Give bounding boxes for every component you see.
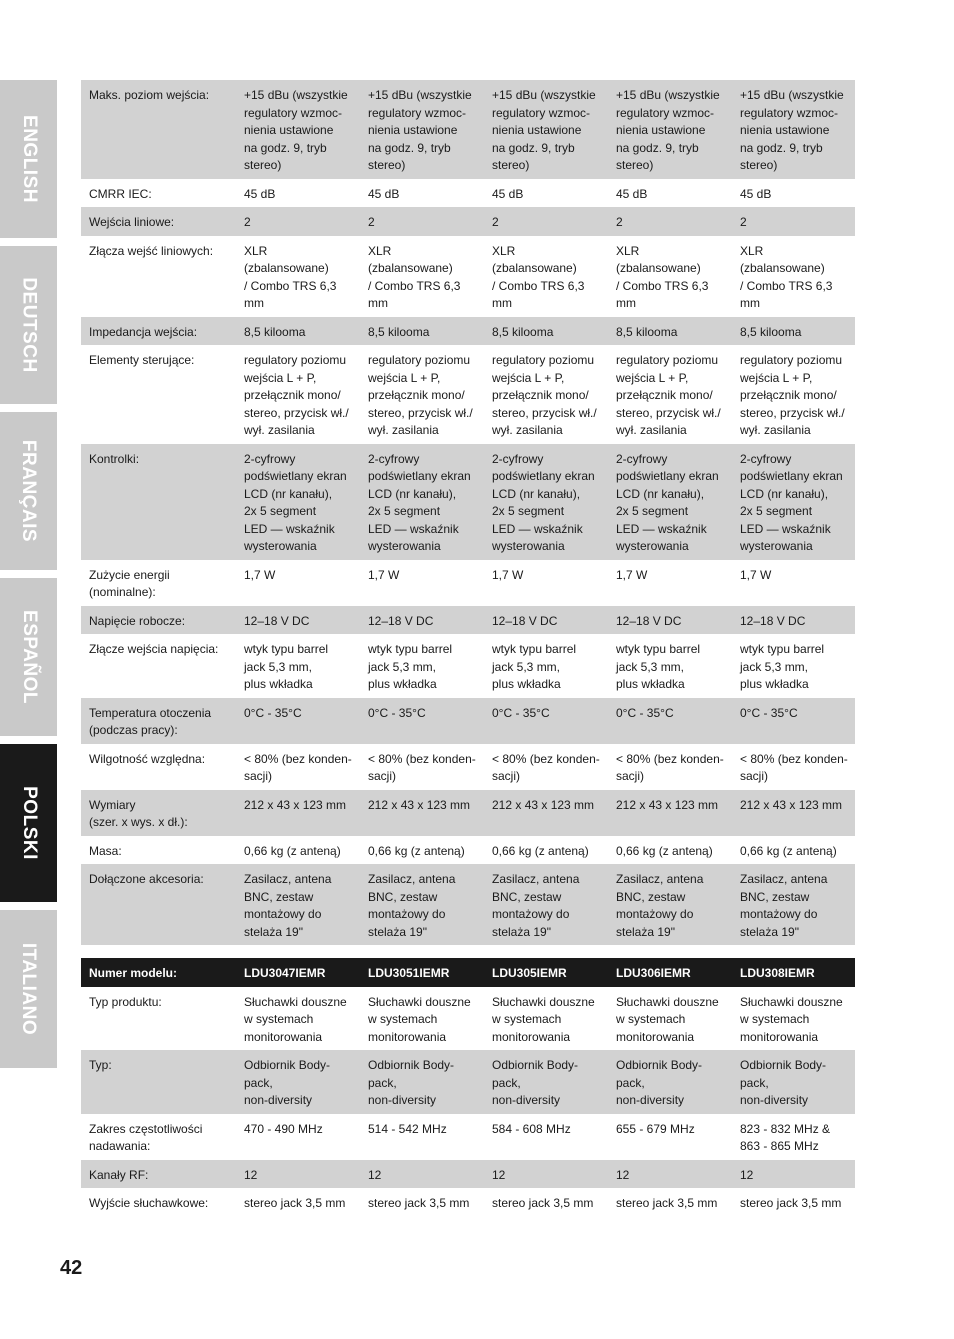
table-cell: stereo jack 3,5 mm — [616, 1196, 718, 1210]
row-label: Zużycie energii (nominalne): — [89, 567, 170, 599]
table-cell: 8,5 kilooma — [608, 317, 732, 346]
table-row — [81, 606, 855, 635]
row-label: Temperatura otoczenia (podczas pracy): — [81, 698, 236, 744]
table-cell: stereo jack 3,5 mm — [244, 1196, 346, 1210]
table-row — [81, 987, 855, 1051]
row-label: Złącze wejścia napięcia: — [89, 642, 219, 656]
lang-tab-english[interactable] — [0, 80, 57, 238]
row-label: Impedancja wejścia: — [81, 317, 236, 346]
row-label: Napięcie robocze: — [81, 606, 236, 635]
row-label: Dołączone akcesoria: — [81, 864, 236, 945]
row-label: Wymiary (szer. x wys. x dł.): — [81, 790, 236, 836]
table-cell: Odbiornik Body- pack, non-diversity — [236, 1050, 360, 1114]
table-cell: 2 — [732, 207, 855, 236]
table-cell: 12 — [236, 1160, 360, 1189]
table-cell: 0°C - 35°C — [608, 698, 732, 744]
table-row — [81, 1188, 855, 1217]
table-cell: regulatory poziomu wejścia L + P, przełącznik mono/ stereo, przycisk wł./ wył. zasilania — [616, 353, 721, 437]
table-cell: 12–18 V DC — [236, 606, 360, 635]
row-label: Maks. poziom wejścia: — [81, 80, 236, 179]
table-cell: +15 dBu (wszystkie regulatory wzmoc- nienia ustawione na godz. 9, tryb stereo) — [236, 80, 360, 179]
table-cell: Zasilacz, antena BNC, zestaw montażowy do stelaża 19" — [608, 864, 732, 945]
table-cell: 8,5 kilooma — [360, 317, 484, 346]
table-row — [81, 1114, 855, 1160]
row-label: Wejścia liniowe: — [81, 207, 236, 236]
table-row — [81, 634, 855, 698]
table-cell: Zasilacz, antena BNC, zestaw montażowy do stelaża 19" — [732, 864, 855, 945]
table-cell: 2-cyfrowy podświetlany ekran LCD (nr kanału), 2x 5 segment LED — wskaźnik wysterowania — [360, 444, 484, 560]
table-cell: 2 — [236, 207, 360, 236]
table-cell: 0°C - 35°C — [732, 698, 855, 744]
table-cell: 212 x 43 x 123 mm — [608, 790, 732, 836]
table-cell: 45 dB — [616, 186, 648, 201]
table-cell: +15 dBu (wszystkie regulatory wzmoc- nienia ustawione na godz. 9, tryb stereo) — [732, 80, 855, 179]
table-cell: Odbiornik Body- pack, non-diversity — [608, 1050, 732, 1114]
table-cell: 0,66 kg (z anteną) — [492, 843, 589, 858]
table-cell: LDU308IEMR — [732, 958, 855, 987]
table-cell: 2-cyfrowy podświetlany ekran LCD (nr kanału), 2x 5 segment LED — wskaźnik wysterowania — [484, 444, 608, 560]
table-cell: 0,66 kg (z anteną) — [740, 843, 837, 858]
row-label: Masa: — [89, 843, 122, 858]
lang-tab-espanol[interactable] — [0, 578, 57, 736]
table-cell: Zasilacz, antena BNC, zestaw montażowy do stelaża 19" — [484, 864, 608, 945]
row-label: Wyjście słuchawkowe: — [89, 1196, 209, 1210]
table-cell: 12 — [732, 1160, 855, 1189]
table-cell: Słuchawki douszne w systemach monitorowania — [368, 994, 471, 1044]
table-cell: Odbiornik Body- pack, non-diversity — [360, 1050, 484, 1114]
table-cell: 12 — [608, 1160, 732, 1189]
row-label: Kanały RF: — [81, 1160, 236, 1189]
table-cell: XLR (zbalansowane) / Combo TRS 6,3 mm — [616, 243, 709, 310]
table-cell: 1,7 W — [740, 567, 772, 582]
table-cell: Słuchawki douszne w systemach monitorowania — [616, 994, 719, 1044]
table-cell: 1,7 W — [492, 567, 524, 582]
table-cell: 0,66 kg (z anteną) — [616, 843, 713, 858]
lang-tab-deutsch[interactable] — [0, 246, 57, 404]
table-cell: 45 dB — [244, 186, 276, 201]
lang-tab-polski[interactable] — [0, 744, 57, 902]
row-label: Typ: — [81, 1050, 236, 1114]
table-cell: 2 — [484, 207, 608, 236]
table-cell: +15 dBu (wszystkie regulatory wzmoc- nienia ustawione na godz. 9, tryb stereo) — [360, 80, 484, 179]
table-cell: 0°C - 35°C — [360, 698, 484, 744]
table-cell: 212 x 43 x 123 mm — [360, 790, 484, 836]
row-label: Złącza wejść liniowych: — [89, 243, 214, 258]
table-cell: 0,66 kg (z anteną) — [368, 843, 465, 858]
table-cell: 2 — [360, 207, 484, 236]
table-cell: 0,66 kg (z anteną) — [244, 843, 341, 858]
table-cell: 212 x 43 x 123 mm — [732, 790, 855, 836]
table-row — [81, 790, 855, 836]
row-label: Typ produktu: — [89, 994, 162, 1009]
table-cell: regulatory poziomu wejścia L + P, przełącznik mono/ stereo, przycisk wł./ wył. zasilania — [740, 353, 845, 437]
table-cell: 45 dB — [368, 186, 400, 201]
table-cell: 2-cyfrowy podświetlany ekran LCD (nr kanału), 2x 5 segment LED — wskaźnik wysterowania — [236, 444, 360, 560]
table-cell: 12–18 V DC — [608, 606, 732, 635]
table-cell: regulatory poziomu wejścia L + P, przełącznik mono/ stereo, przycisk wł./ wył. zasilania — [368, 353, 473, 437]
table-cell: < 80% (bez konden- sacji) — [368, 751, 476, 783]
spec-table-1 — [81, 80, 855, 945]
row-label: Elementy sterujące: — [89, 353, 195, 367]
table-cell: 2 — [608, 207, 732, 236]
table-cell: XLR (zbalansowane) / Combo TRS 6,3 mm — [740, 243, 833, 310]
table-cell: LDU3051IEMR — [360, 958, 484, 987]
table-cell: 1,7 W — [616, 567, 648, 582]
lang-tab-label: FRANÇAIS — [18, 439, 40, 543]
table-row — [81, 236, 855, 317]
table-cell: XLR (zbalansowane) / Combo TRS 6,3 mm — [244, 243, 337, 310]
table-row — [81, 444, 855, 560]
table-cell: LDU305IEMR — [484, 958, 608, 987]
table-cell: wtyk typu barrel jack 5,3 mm, plus wkładka — [492, 642, 577, 691]
table-cell: +15 dBu (wszystkie regulatory wzmoc- nienia ustawione na godz. 9, tryb stereo) — [608, 80, 732, 179]
table-cell: 8,5 kilooma — [732, 317, 855, 346]
table-cell: XLR (zbalansowane) / Combo TRS 6,3 mm — [368, 243, 461, 310]
table-cell: 1,7 W — [244, 567, 276, 582]
table-cell: Zasilacz, antena BNC, zestaw montażowy do stelaża 19" — [236, 864, 360, 945]
table-row — [81, 345, 855, 444]
table-cell: 45 dB — [740, 186, 772, 201]
table-cell: wtyk typu barrel jack 5,3 mm, plus wkładka — [244, 642, 329, 691]
table-cell: 470 - 490 MHz — [244, 1121, 323, 1136]
table-row — [81, 1050, 855, 1114]
table-cell: 0°C - 35°C — [484, 698, 608, 744]
table-cell: 12–18 V DC — [732, 606, 855, 635]
table-row — [81, 1160, 855, 1189]
table-cell: Słuchawki douszne w systemach monitorowania — [244, 994, 347, 1044]
lang-tab-italiano[interactable] — [0, 910, 57, 1068]
table-cell: 212 x 43 x 123 mm — [236, 790, 360, 836]
table-cell: 8,5 kilooma — [484, 317, 608, 346]
page-number: 42 — [60, 1257, 83, 1279]
table-cell: 1,7 W — [368, 567, 400, 582]
row-label: Numer modelu: — [81, 958, 236, 987]
table-cell: LDU306IEMR — [608, 958, 732, 987]
table-row — [81, 698, 855, 744]
lang-tab-label: DEUTSCH — [18, 277, 40, 373]
table-row — [81, 560, 855, 606]
lang-tab-label: ESPAÑOL — [18, 610, 40, 704]
spec-table-2 — [81, 958, 855, 1217]
table-cell: 2-cyfrowy podświetlany ekran LCD (nr kanału), 2x 5 segment LED — wskaźnik wysterowania — [608, 444, 732, 560]
table-cell: stereo jack 3,5 mm — [492, 1196, 594, 1210]
table-cell: 45 dB — [492, 186, 524, 201]
table-cell: 514 - 542 MHz — [368, 1121, 447, 1136]
table-cell: 12 — [484, 1160, 608, 1189]
table-cell: stereo jack 3,5 mm — [740, 1196, 842, 1210]
table-cell: < 80% (bez konden- sacji) — [492, 751, 600, 783]
table-cell: Zasilacz, antena BNC, zestaw montażowy do stelaża 19" — [360, 864, 484, 945]
table-cell: < 80% (bez konden- sacji) — [244, 751, 352, 783]
table-cell: stereo jack 3,5 mm — [368, 1196, 470, 1210]
table-cell: 8,5 kilooma — [236, 317, 360, 346]
table-cell: +15 dBu (wszystkie regulatory wzmoc- nienia ustawione na godz. 9, tryb stereo) — [484, 80, 608, 179]
row-label: Kontrolki: — [81, 444, 236, 560]
table-row — [81, 864, 855, 945]
lang-tab-label: ENGLISH — [18, 115, 40, 203]
table-cell: 655 - 679 MHz — [616, 1121, 695, 1136]
table-cell: Odbiornik Body- pack, non-diversity — [484, 1050, 608, 1114]
table-cell: 12–18 V DC — [484, 606, 608, 635]
lang-tab-label: ITALIANO — [18, 942, 40, 1036]
table-row — [81, 179, 855, 208]
table-row — [81, 744, 855, 790]
table-cell: 2-cyfrowy podświetlany ekran LCD (nr kanału), 2x 5 segment LED — wskaźnik wysterowania — [732, 444, 855, 560]
table-cell: < 80% (bez konden- sacji) — [740, 751, 848, 783]
table-cell: regulatory poziomu wejścia L + P, przełącznik mono/ stereo, przycisk wł./ wył. zasilania — [244, 353, 349, 437]
lang-tab-francais[interactable] — [0, 412, 57, 570]
row-label: CMRR IEC: — [89, 186, 152, 201]
row-label: Wilgotność względna: — [89, 751, 206, 766]
table-cell: Odbiornik Body- pack, non-diversity — [732, 1050, 855, 1114]
table-row — [81, 836, 855, 865]
table-cell: Słuchawki douszne w systemach monitorowania — [492, 994, 595, 1044]
table-cell: 212 x 43 x 123 mm — [484, 790, 608, 836]
table-header-row — [81, 958, 855, 987]
table-cell: LDU3047IEMR — [236, 958, 360, 987]
row-label: Zakres częstotliwości nadawania: — [89, 1121, 203, 1153]
table-cell: 0°C - 35°C — [236, 698, 360, 744]
table-cell: 584 - 608 MHz — [492, 1121, 571, 1136]
table-row — [81, 207, 855, 236]
table-row — [81, 80, 855, 179]
table-cell: Słuchawki douszne w systemach monitorowania — [740, 994, 843, 1044]
lang-tab-label: POLSKI — [18, 786, 40, 860]
table-cell: 823 - 832 MHz & 863 - 865 MHz — [740, 1121, 831, 1153]
table-cell: 12 — [360, 1160, 484, 1189]
table-cell: regulatory poziomu wejścia L + P, przełącznik mono/ stereo, przycisk wł./ wył. zasilania — [492, 353, 597, 437]
table-cell: wtyk typu barrel jack 5,3 mm, plus wkładka — [368, 642, 453, 691]
table-cell: wtyk typu barrel jack 5,3 mm, plus wkładka — [740, 642, 825, 691]
table-row — [81, 317, 855, 346]
table-cell: 12–18 V DC — [360, 606, 484, 635]
table-cell: wtyk typu barrel jack 5,3 mm, plus wkładka — [616, 642, 701, 691]
table-cell: XLR (zbalansowane) / Combo TRS 6,3 mm — [492, 243, 585, 310]
table-cell: < 80% (bez konden- sacji) — [616, 751, 724, 783]
